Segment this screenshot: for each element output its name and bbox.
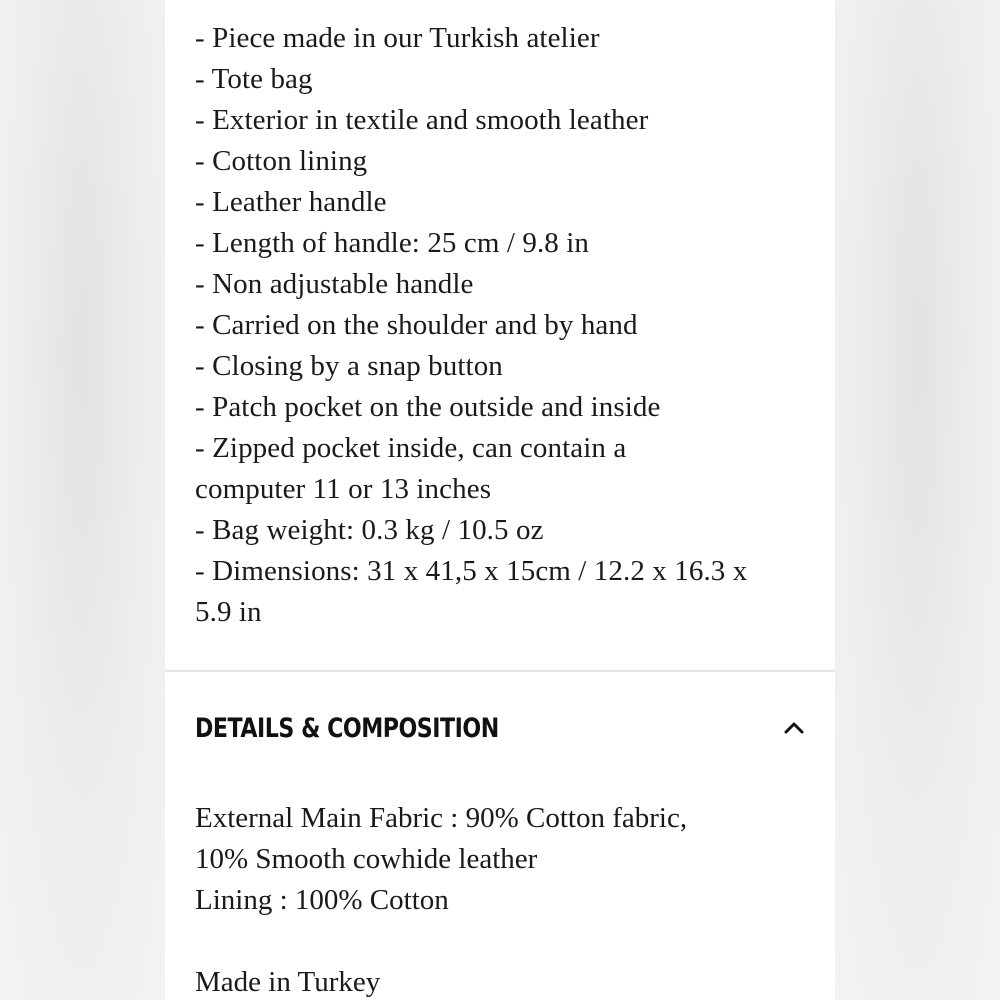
- product-features-list: [195, 18, 805, 633]
- feature-line: - Leather handle: [195, 186, 387, 218]
- details-composition-accordion-header[interactable]: [195, 706, 807, 750]
- feature-line: - Cotton lining: [195, 145, 368, 177]
- origin-line: Made in Turkey: [195, 966, 381, 998]
- page-background-left: [0, 0, 165, 1000]
- feature-line: computer 11 or 13 inches: [195, 473, 492, 505]
- feature-line: - Tote bag: [195, 63, 313, 95]
- feature-line: - Carried on the shoulder and by hand: [195, 309, 638, 341]
- feature-line: - Non adjustable handle: [195, 268, 474, 300]
- feature-line: - Closing by a snap button: [195, 350, 503, 382]
- section-divider: [165, 670, 835, 672]
- composition-line: External Main Fabric : 90% Cotton fabric,: [195, 802, 688, 834]
- feature-line: - Piece made in our Turkish atelier: [195, 22, 600, 54]
- product-description-panel: [165, 0, 835, 1000]
- feature-line: - Dimensions: 31 x 41,5 x 15cm / 12.2 x 16.3 x: [195, 555, 748, 587]
- chevron-up-icon[interactable]: [781, 715, 807, 741]
- composition-line: Lining : 100% Cotton: [195, 884, 449, 916]
- feature-line: - Patch pocket on the outside and inside: [195, 391, 661, 423]
- feature-line: 5.9 in: [195, 596, 262, 628]
- feature-line: - Zipped pocket inside, can contain a: [195, 432, 627, 464]
- composition-line: 10% Smooth cowhide leather: [195, 843, 538, 875]
- details-composition-content: [195, 798, 805, 1000]
- feature-line: - Length of handle: 25 cm / 9.8 in: [195, 227, 590, 259]
- composition-spacer: [195, 921, 805, 962]
- feature-line: - Bag weight: 0.3 kg / 10.5 oz: [195, 514, 544, 546]
- page-background-right: [835, 0, 1000, 1000]
- feature-line: - Exterior in textile and smooth leather: [195, 104, 649, 136]
- details-composition-title: DETAILS & COMPOSITION: [195, 712, 499, 744]
